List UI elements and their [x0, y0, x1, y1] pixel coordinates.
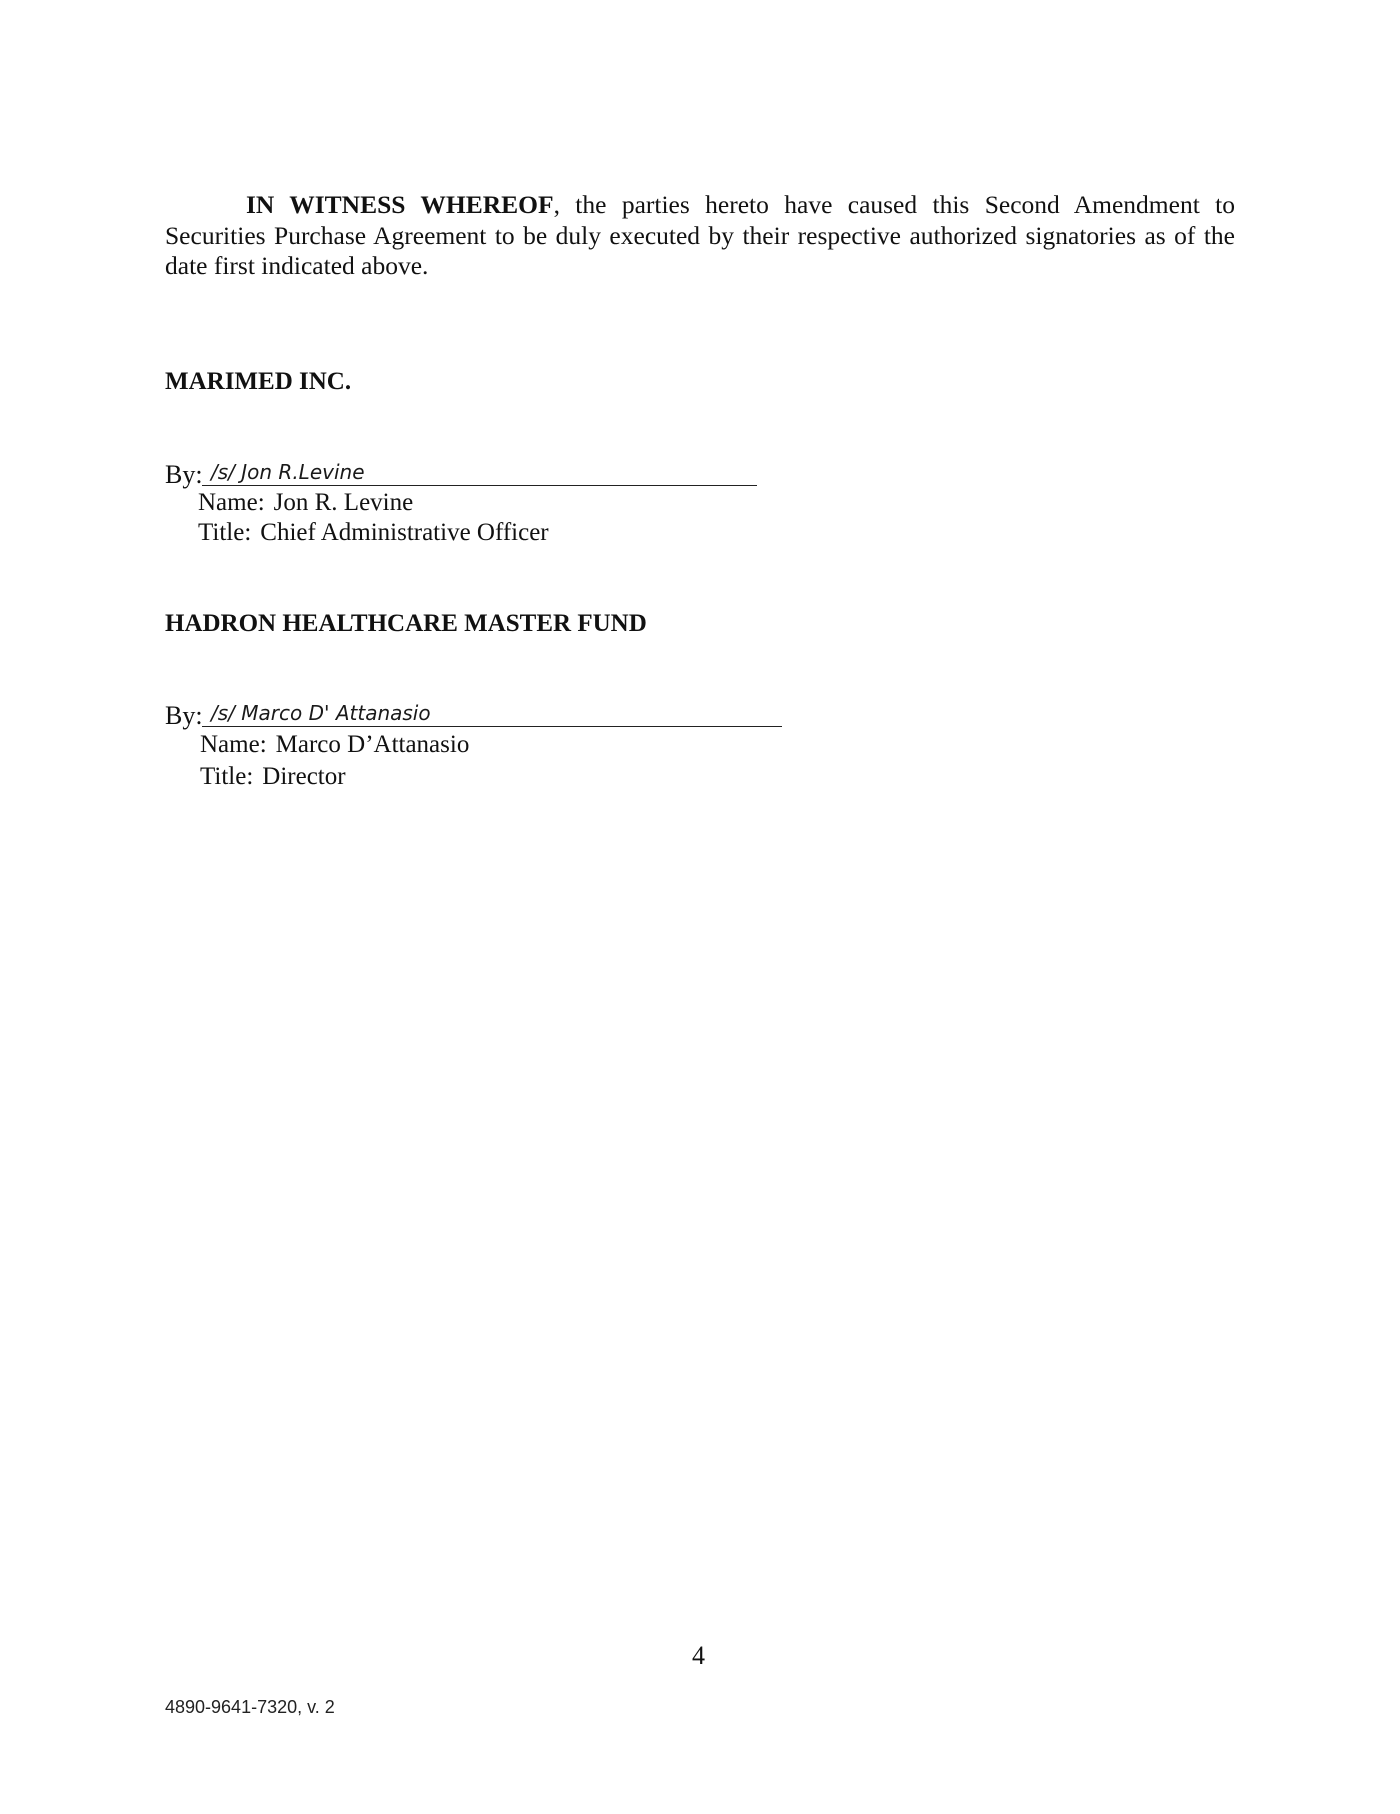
party-name-hadron: HADRON HEALTHCARE MASTER FUND: [165, 610, 647, 637]
signatory-title: Director: [262, 763, 346, 790]
title-label: Title:: [200, 763, 254, 790]
signature-line-marimed: [165, 450, 765, 488]
signatory-name: Marco D’Attanasio: [275, 731, 470, 758]
by-label: By:: [165, 701, 203, 730]
witness-paragraph: [165, 190, 1235, 282]
witness-body: , the parties hereto have caused this Second Amendment to Securities Purchase Agreement to be duly executed by their respective authorized signatories as of the date first indicated above.: [165, 190, 1235, 280]
signatory-name-row: [200, 731, 469, 759]
signatory-title-row: [200, 763, 346, 791]
signatory-title: Chief Administrative Officer: [260, 519, 549, 546]
signature-line-hadron: [165, 691, 795, 729]
signature-rule: [202, 485, 757, 486]
by-label: By:: [165, 460, 203, 489]
signature-rule: [202, 726, 782, 727]
witness-lead: IN WITNESS WHEREOF: [246, 190, 554, 219]
name-label: Name:: [198, 489, 265, 516]
title-label: Title:: [198, 519, 252, 546]
signatory-title-row: [198, 519, 549, 547]
name-label: Name:: [200, 731, 267, 758]
party-name-marimed: MARIMED INC.: [165, 368, 352, 395]
document-id: 4890-9641-7320, v. 2: [165, 1697, 335, 1717]
signatory-name-row: [198, 489, 413, 517]
signature-hadron: /s/ Marco D' Attanasio: [211, 701, 431, 725]
signature-marimed: /s/ Jon R.Levine: [211, 460, 365, 484]
page-number: 4: [692, 1641, 705, 1670]
signatory-name: Jon R. Levine: [273, 489, 414, 516]
